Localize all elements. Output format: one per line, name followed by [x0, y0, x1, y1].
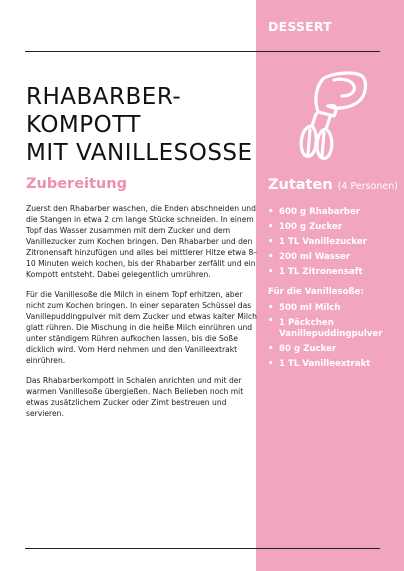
title-line: MIT VANILLESOSSE	[26, 140, 253, 166]
preparation-heading: Zubereitung	[26, 176, 127, 192]
hand-mixer-icon	[294, 66, 370, 162]
ingredient-item: • 80 g Zucker	[268, 342, 400, 357]
preparation-paragraph: Für die Vanillesoße die Milch in einem Topf erhitzen, aber nicht zum Kochen bringen. In einer separaten Schüssel das Vanillepuddingpulver mit dem Zucker und etwas kalter Milch glatt rühren. Die Mischung in die heiße Milch einrühren und unter ständigem Rühren aufkochen lassen, bis die Soße dicklich wird. Vom Herd nehmen und den Vanilleextrakt einrühren.	[26, 290, 257, 365]
ingredient-item: • 500 ml Milch	[268, 301, 400, 316]
recipe-title	[26, 83, 251, 167]
servings-label: (4 Personen)	[337, 181, 398, 192]
title-line: KOMPOTT	[26, 112, 141, 138]
ingredient-item: • 1 Päckchen Vanillepuddingpulver	[268, 316, 400, 342]
ingredients-title: Zutaten	[268, 177, 333, 193]
ingredient-item: • 600 g Rhabarber	[268, 205, 400, 220]
top-divider	[25, 51, 380, 52]
preparation-paragraph: Das Rhabarberkompott in Schalen anrichten und mit der warmen Vanillesoße übergießen. Nach Belieben noch mit etwas zusätzlichem Zucker oder Zimt bestreuen und servieren.	[26, 376, 244, 418]
ingredient-item: • 1 TL Vanillezucker	[268, 235, 400, 250]
ingredient-item: • 1 TL Zitronensaft	[268, 265, 400, 280]
main-ingredients	[268, 205, 400, 280]
preparation-paragraph: Zuerst den Rhabarber waschen, die Enden abschneiden und die Stangen in etwa 2 cm lange Stücke schneiden. In einem Topf das Wasser zusammen mit dem Zucker und dem Vanillezucker zum Kochen bringen. Den Rhabarber und den Zitronensaft hinzufügen und alles bei mittlerer Hitze etwa 8–10 Minuten weich kochen, bis der Rhabarber zerfällt und ein Kompott entsteht. Dabei gelegentlich umrühren.	[26, 204, 258, 279]
sauce-ingredients	[268, 301, 400, 372]
bottom-divider	[25, 548, 380, 549]
sauce-subheading: Für die Vanillesoße:	[268, 287, 364, 297]
preparation-text	[26, 203, 258, 428]
category-label: DESSERT	[268, 19, 332, 34]
title-line: RHABARBER-	[26, 84, 182, 110]
ingredient-item: • 100 g Zucker	[268, 220, 400, 235]
ingredients-list	[268, 205, 400, 372]
ingredients-heading	[268, 177, 398, 193]
ingredient-item: • 1 TL Vanilleextrakt	[268, 357, 400, 372]
ingredient-item: • 200 ml Wasser	[268, 250, 400, 265]
